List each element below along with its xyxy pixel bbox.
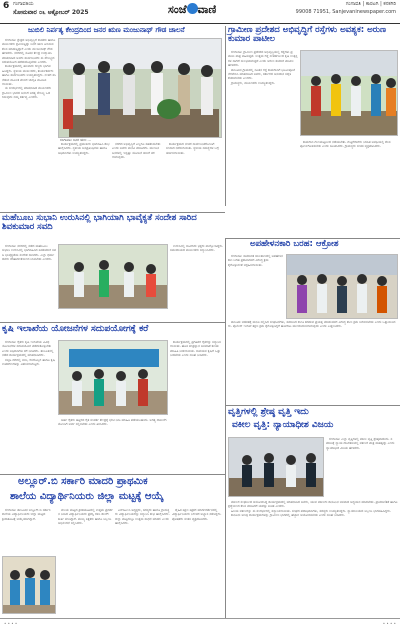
vertical-divider-lower bbox=[225, 238, 226, 618]
article-a4-text-col1: ಗಂಗಾವತಿ: ಸಾಮಾಜಿಕ ಜಾಲತಾಣದಲ್ಲಿ ಅಪಹೇಳನಕಾರಿ ಬರಹ ಪ್ರಕಟಿಸಿದವರ ವಿರುದ್ಧ ಕ್ರಮ ಕೈಗೊಳ್ಳುವಂತೆ ಆಗ್ರಹಿಸಲಾಯಿತು. bbox=[228, 254, 283, 267]
photo-a2 bbox=[300, 50, 398, 136]
article-a1-text-col1: ಗಂಗಾವತಿ: ಕ್ಷೇತ್ರದ ಅಭಿವೃದ್ಧಿಗೆ ಶಾಸಕರು ಹಾಗೂ ಮುಖಂಡರು ಶ್ರಮಿಸುತ್ತಿದ್ದು ಜನರ ಋಣ ತೀರಿಸುವ ಕೆಲಸ ಮಾಡುತ್ತಿದ್ದಾರೆ ಎಂದು ಮಂಜುನಾಥ್ ಗೌಡ ಹೇಳಿದರು. ನಗರದಲ್ಲಿ ನೂತನ ಕೇಂದ್ರ ಉದ್ಘಾಟಿಸಿ ಮಾತನಾಡಿದ ಅವರು ಸಾರ್ವಜನಿಕರು ಈ ಸೌಲಭ್ಯದ ಸದುಪಯೋಗ ಪಡೆದುಕೊಳ್ಳಬೇಕು ಎಂದರು. ಕಾರ್ಯಕ್ರಮದಲ್ಲಿ ಹಲವಾರು ಗಣ್ಯರು ಭಾಗವಹಿಸಿದ್ದರು. ಸ್ಥಳೀಯ ಮುಖಂಡರು, ಕಾರ್ಯಕರ್ತರು ಹಾಗೂ ಸಾರ್ವಜನಿಕರು ಉಪಸ್ಥಿತರಿದ್ದರು. ನಂತರ ಸಸಿ ನೆಡುವ ಮೂಲಕ ಪರಿಸರ ಜಾಗೃತಿ ಮೂಡಿಸಲಾಯಿತು. ಈ ಸಂದರ್ಭದಲ್ಲಿ ಮಾತನಾಡಿದ ಮುಖಂಡರು ಗ್ರಾಮೀಣ ಭಾಗದ ಜನರಿಗೆ ಅಗತ್ಯ ಸೌಲಭ್ಯ ಒದಗಿಸುವುದು ನಮ್ಮ ಕರ್ತವ್ಯ ಎಂದರು. bbox=[2, 38, 56, 100]
article-a7-text-col4: ದೈಹಿಕ ಶಿಕ್ಷಣ ಶಿಕ್ಷಕರ ಮಾರ್ಗದರ್ಶನದಲ್ಲಿ ವಿದ್ಯಾರ್ಥಿನಿಯರು ನಿರಂತರ ಅಭ್ಯಾಸ ನಡೆಸಿದ್ದರು. ಪೋಷಕರು ಸಂತಸ ವ್ಯಕ್ತಪಡಿಸಿದರು. bbox=[172, 508, 222, 521]
article-a5-text-col1: ಗಂಗಾವತಿ: ರೈತರು ಕೃಷಿ ಇಲಾಖೆಯ ವಿವಿಧ ಯೋಜನೆಗಳ ಸದುಪಯೋಗ ಪಡೆದುಕೊಳ್ಳಬೇಕು ಎಂದು ಅಧಿಕಾರಿಗಳು ಕರೆ ನೀಡಿದರು. ತಾಲೂಕಿನಲ್ಲಿ ನಡೆದ ಕಾರ್ಯಕ್ರಮದಲ್ಲಿ ಮಾತನಾಡಿದರು. ಸಬ್ಸಿಡಿ ದರದಲ್ಲಿ ಬೀಜ, ರಸಗೊಬ್ಬರ ಹಾಗೂ ಕೃಷಿ ಉಪಕರಣಗಳನ್ನು ವಿತರಿಸಲಾಗುತ್ತಿದೆ. bbox=[2, 340, 56, 367]
article-a2-text-col2: ಕಾಮಗಾರಿ ಗುಣಮಟ್ಟದಿಂದ ನಡೆಯಬೇಕು. ಗುತ್ತಿಗೆದಾರರು ನಿಗದಿತ ಅವಧಿಯಲ್ಲಿ ಕೆಲಸ ಪೂರ್ಣಗೊಳಿಸಬೇಕು ಎಂದು ಸೂಚಿಸಿದರು. ಗ್ರಾಮಸ್ಥರು ಸಂತಸ ವ್ಯಕ್ತಪಡಿಸಿದರು. bbox=[300, 140, 391, 149]
photo-a3 bbox=[58, 244, 168, 309]
headline-a7-line2: ಶಾಲೆಯ ವಿದ್ಯಾರ್ಥಿನಿಯರು ಜಿಲ್ಲಾ ಮಟ್ಟಕ್ಕೆ ಆಯ್ಕೆ bbox=[10, 491, 164, 502]
page-footer bbox=[0, 618, 400, 628]
article-a5-text-col2: ಅರ್ಹ ರೈತರು ಹತ್ತಿರದ ರೈತ ಸಂಪರ್ಕ ಕೇಂದ್ರಕ್ಕೆ ಭೇಟಿ ನೀಡಿ ಮಾಹಿತಿ ಪಡೆಯಬಹುದು. ಅಗತ್ಯ ದಾಖಲೆಗಳೊಂದಿಗೆ ಅರ್ಜಿ ಸಲ್ಲಿಸಬೇಕು ಎಂದು ತಿಳಿಸಿದರು. bbox=[58, 418, 167, 427]
headline-a1: ಜುಬಿಲಿ ನಿರ್ಪತ್ಯ ಕೇಂದ್ರದಿಂದ ಜನರ ಋಣ ಮಂಜುನಾಥ್ ಗೌಡ ಚಾಲನೆ bbox=[28, 26, 185, 34]
article-a7-text-col1: ಗಂಗಾವತಿ: ತಾಲೂಕಿನ ಅಲ್ಲೂರ್.ಬಿ ಸರ್ಕಾರಿ ಶಾಲೆಯ ವಿದ್ಯಾರ್ಥಿನಿಯರು ಜಿಲ್ಲಾ ಮಟ್ಟದ ಕ್ರೀಡಾಕೂಟಕ್ಕೆ ಆಯ್ಕೆಯಾಗಿದ್ದಾರೆ. bbox=[2, 508, 51, 521]
photo-a5 bbox=[58, 340, 168, 415]
article-a5-text-col3: ಕಾರ್ಯಕ್ರಮದಲ್ಲಿ ಪ್ರಗತಿಪರ ರೈತರನ್ನು ಸನ್ಮಾನಿಸಲಾಯಿತು. ಹೊಸ ತಂತ್ರಜ್ಞಾನ ಅಳವಡಿಕೆ ಕುರಿತು ಮಾಹಿತಿ ನೀಡಲಾಯಿತು. ಸಾವಯವ ಕೃಷಿಗೆ ಒತ್ತು ನೀಡಬೇಕು ಎಂದು ಸಲಹೆ ನೀಡಿದರು. bbox=[170, 340, 221, 358]
date-line: ಸೋಮವಾರ ೦೬ ಅಕ್ಟೋಬರ್ 2025 bbox=[13, 9, 89, 16]
photo-a4 bbox=[286, 254, 398, 319]
footer-marks-left: • • • • bbox=[4, 621, 18, 626]
photo-caption: ಗಂಗಾವತಿ: ಜನರ ಋಣ ... bbox=[60, 138, 91, 142]
photo-a6 bbox=[228, 437, 324, 497]
article-a3-text-col2: ಉರುಸಿನಲ್ಲಿ ಸಾವಿರಾರು ಭಕ್ತರು ಪಾಲ್ಗೊಂಡಿದ್ದರು. ಸಮುದಾಯದ ಮುಖಂಡರು ಸನ್ಮಾನಿಸಿದರು. bbox=[170, 244, 224, 253]
headline-a6-line2: ವಕೀಲ ವೃತ್ತಿ: ನ್ಯಾಯಾಧೀಶ ವಿಜಯ bbox=[232, 420, 334, 430]
masthead bbox=[0, 0, 400, 24]
article-a6-text-col1: ಗಂಗಾವತಿ: ಎಲ್ಲಾ ವೃತ್ತಿಗಳಲ್ಲಿ ವಕೀಲ ವೃತ್ತಿ ಶ್ರೇಷ್ಠವಾದುದು. ಸಮಾಜಕ್ಕೆ ನ್ಯಾಯ ದೊರಕಿಸುವಲ್ಲಿ ವಕೀಲರ ಪಾತ್ರ ಮಹತ್ವದ್ದು ಎಂದು ನ್ಯಾಯಾಧೀಶ ವಿಜಯ ಹೇಳಿದರು. bbox=[326, 437, 395, 450]
headline-a7-line1: ಅಲ್ಲೂರ್.ಬಿ ಸರ್ಕಾರಿ ಮಾದರಿ ಪ್ರಾಥಮಿಕ bbox=[18, 476, 148, 487]
contact-line: 99008 71951, Sanjevaninewspaper.com bbox=[295, 9, 396, 15]
article-a7-text-col3: ಎಸ್‌ಡಿಎಂಸಿ ಅಧ್ಯಕ್ಷರು, ಸದಸ್ಯರು ಹಾಗೂ ಗ್ರಾಮಸ್ಥರು ವಿದ್ಯಾರ್ಥಿನಿಯರನ್ನು ಸನ್ಮಾನಿಸಿ ಶುಭ ಹಾರೈಸಿದರು. ಜಿಲ್ಲಾ ಮಟ್ಟದಲ್ಲೂ ಉತ್ತಮ ಸಾಧನೆ ಮಾಡಲಿ ಎಂದು ಹಾರೈಸಿದರು. bbox=[115, 508, 170, 526]
masthead-right-top: ಗಂಗಾವತಿ | ಕಾರಟಗಿ | ಕನಕಗಿರಿ bbox=[345, 1, 396, 7]
section-divider-4 bbox=[0, 474, 225, 475]
logo-dot-icon bbox=[187, 3, 198, 14]
section-divider-3 bbox=[226, 405, 400, 406]
page-number: 6 bbox=[3, 1, 10, 11]
headline-a4: ಅಪಹೇಳನಕಾರಿ ಬರಹ: ಆಕ್ರೋಶ bbox=[250, 239, 339, 249]
masthead-left-top: ಗಂಗಾವತಿಯ bbox=[13, 1, 34, 7]
article-a7-text-col2: ವಲಯ ಮಟ್ಟದ ಕ್ರೀಡಾಕೂಟದಲ್ಲಿ ಉತ್ತಮ ಪ್ರದರ್ಶನ ನೀಡಿದ ವಿದ್ಯಾರ್ಥಿನಿಯರು ಪ್ರಶಸ್ತಿ ಗಳಿಸಿ ಶಾಲೆಗೆ ಕೀರ್ತಿ ತಂದಿದ್ದಾರೆ. ಮುಖ್ಯ ಶಿಕ್ಷಕರು ಹಾಗೂ ಸಿಬ್ಬಂದಿ ಅಭಿನಂದನೆ ಸಲ್ಲಿಸಿದರು. bbox=[58, 508, 113, 526]
headline-a2: ಗ್ರಾಮೀಣ ಪ್ರದೇಶದ ಅಭಿವೃದ್ಧಿಗೆ ರಸ್ತೆಗಳು ಅವಶ್ಯಕ: ಅರುಣ ಕುಮಾರ ಪಾಟೀಲ bbox=[228, 25, 386, 45]
section-divider-2 bbox=[0, 322, 225, 323]
footer-marks-right: • • • • bbox=[382, 621, 396, 626]
headline-a3: ಮಹೆಬೂಬ ಸುಭಾನಿ ಉರುಸಿನಲ್ಲಿ ಭಾಗಿಯಾಗಿ ಭಾವೈಕ್ಯತೆ ಸಂದೇಶ ಸಾರಿದ ಶಿವಕುಮಾರ ಸವದಿ bbox=[2, 213, 197, 233]
headline-a6-line1: ವೃತ್ತಿಗಳಲ್ಲಿ ಶ್ರೇಷ್ಠ ವೃತ್ತಿ ಇದು bbox=[228, 407, 309, 417]
column-divider bbox=[225, 26, 226, 206]
article-a1-text-col2: ಕಾರ್ಯಕ್ರಮದಲ್ಲಿ ಪ್ರಮುಖರು ಭಾಗವಹಿಸಿ ಶುಭ ಹಾರೈಸಿದರು. ಸ್ಥಳೀಯ ಜನಪ್ರತಿನಿಧಿಗಳು ಹಾಗೂ ಅಧಿಕಾರಿಗಳು ಉಪಸ್ಥಿತರಿದ್ದರು. bbox=[58, 142, 110, 155]
headline-a5: ಕೃಷಿ ಇಲಾಖೆಯ ಯೋಜನೆಗಳ ಸದುಪಯೋಗಕ್ಕೆ ಕರೆ bbox=[2, 324, 149, 334]
article-a2-text-col1: ಗಂಗಾವತಿ: ಗ್ರಾಮೀಣ ಪ್ರದೇಶದ ಅಭಿವೃದ್ಧಿಯಲ್ಲಿ ರಸ್ತೆಗಳು ಪ್ರಮುಖ ಪಾತ್ರ ವಹಿಸುತ್ತವೆ. ಉತ್ತಮ ರಸ್ತೆ ಸಂಪರ್ಕದಿಂದ ಕೃಷಿ ಉತ್ಪನ್ನಗಳ ಸಾಗಣೆ ಸುಲಭವಾಗುತ್ತದೆ ಎಂದು ಅರುಣ ಕುಮಾರ ಪಾಟೀಲ ಹೇಳಿದರು. ತಾಲೂಕಿನ ಗ್ರಾಮದಲ್ಲಿ ನೂತನ ರಸ್ತೆ ಕಾಮಗಾರಿಗೆ ಭೂಮಿಪೂಜೆ ನೆರವೇರಿಸಿ ಮಾತನಾಡಿದ ಅವರು, ಸರ್ಕಾರದ ಅನುದಾನ ಸದ್ಬಳಕೆಯಾಗಬೇಕು ಎಂದರು. ಗ್ರಾಮಸ್ಥರು, ಮುಖಂಡರು ಉಪಸ್ಥಿತರಿದ್ದರು. bbox=[228, 50, 298, 85]
article-a1-text-col4: ಕಾರ್ಯಕ್ರಮದ ನಂತರ ಸಾರ್ವಜನಿಕರೊಂದಿಗೆ ಸಂವಾದ ನಡೆಸಲಾಯಿತು. ಸ್ಥಳೀಯ ಸಮಸ್ಯೆಗಳ ಬಗ್ಗೆ ಚರ್ಚಿಸಲಾಯಿತು. bbox=[166, 142, 219, 155]
newspaper-logo: ಸಂಜೆ ವಾಣಿ bbox=[168, 3, 217, 16]
article-a6-text-col2: ವಕೀಲರ ಸಂಘದಿಂದ ಆಯೋಜಿಸಿದ್ದ ಕಾರ್ಯಕ್ರಮದಲ್ಲಿ ಮಾತನಾಡಿದ ಅವರು, ಯುವ ವಕೀಲರು ಕಾನೂನಿನ ಆಳವಾದ ಅಧ್ಯಯನ ಮಾಡಬೇಕು. ಪ್ರಾಮಾಣಿಕತೆ ಹಾಗೂ ಶ್ರದ್ಧೆಯಿಂದ ಕೆಲಸ ಮಾಡಿದರೆ ಯಶಸ್ಸು ಖಚಿತ ಎಂದರು. ಹಿರಿಯ ವಕೀಲರನ್ನು ಈ ಸಂದರ್ಭದಲ್ಲಿ ಸನ್ಮಾನಿಸಲಾಯಿತು. ಸಂಘದ ಪದಾಧಿಕಾರಿಗಳು, ಸದಸ್ಯರು ಉಪಸ್ಥಿತರಿದ್ದರು. ನ್ಯಾಯಾಲಯದ ಸಿಬ್ಬಂದಿ ಭಾಗವಹಿಸಿದ್ದರು. ಕಾನೂನು ಅರಿವು ಕಾರ್ಯಕ್ರಮಗಳನ್ನು ಗ್ರಾಮೀಣ ಭಾಗದಲ್ಲಿ ಹೆಚ್ಚಾಗಿ ಆಯೋಜಿಸಬೇಕು ಎಂದು ಸಲಹೆ ನೀಡಿದರು. bbox=[228, 500, 398, 518]
article-a1-text-col3: ನಗರದ ಅಭಿವೃದ್ಧಿಗೆ ಎಲ್ಲರೂ ಸಹಕರಿಸಬೇಕು ಎಂದು ಅವರು ಮನವಿ ಮಾಡಿದರು. ಮುಂದಿನ ದಿನಗಳಲ್ಲಿ ಇನ್ನಷ್ಟು ಯೋಜನೆ ಜಾರಿಗೆ ತರಲಾಗುವುದು. bbox=[112, 142, 161, 160]
photo-a7 bbox=[2, 556, 56, 614]
article-a3-text-col1: ಗಂಗಾವತಿ: ನಗರದಲ್ಲಿ ನಡೆದ ಮಹೆಬೂಬ ಸುಭಾನಿ ಉರುಸಿನಲ್ಲಿ ಭಾಗವಹಿಸಿದ ಶಿವಕುಮಾರ ಸವದಿ ಭಾವೈಕ್ಯತೆಯ ಸಂದೇಶ ಸಾರಿದರು. ಎಲ್ಲಾ ಧರ್ಮದವರು ಸೌಹಾರ್ದತೆಯಿಂದ ಬಾಳಬೇಕು ಎಂದರು. bbox=[2, 244, 56, 262]
article-a4-text-col2: ತಾಲೂಕು ಆಡಳಿತಕ್ಕೆ ಮನವಿ ಸಲ್ಲಿಸಿದ ಸಂಘಟನೆಗಳು, ಸಮಾಜದ ಶಾಂತಿ ಕದಡುವ ಪ್ರಯತ್ನ ಮಾಡುವವರ ವಿರುದ್ಧ ಕಠಿಣ ಕ್ರಮ ಜರುಗಿಸಬೇಕು ಎಂದು ಒತ್ತಾಯಿಸಿದರು. ಪೊಲೀಸ್ ಇಲಾಖೆ ತಕ್ಷಣ ಕ್ರಮ ಕೈಗೊಳ್ಳದಿದ್ದರೆ ಹೋರಾಟ ಮುಂದುವರಿಸಲಾಗುವುದು ಎಂದು ಎಚ್ಚರಿಸಿದರು. bbox=[228, 320, 396, 329]
photo-a1 bbox=[58, 38, 222, 138]
